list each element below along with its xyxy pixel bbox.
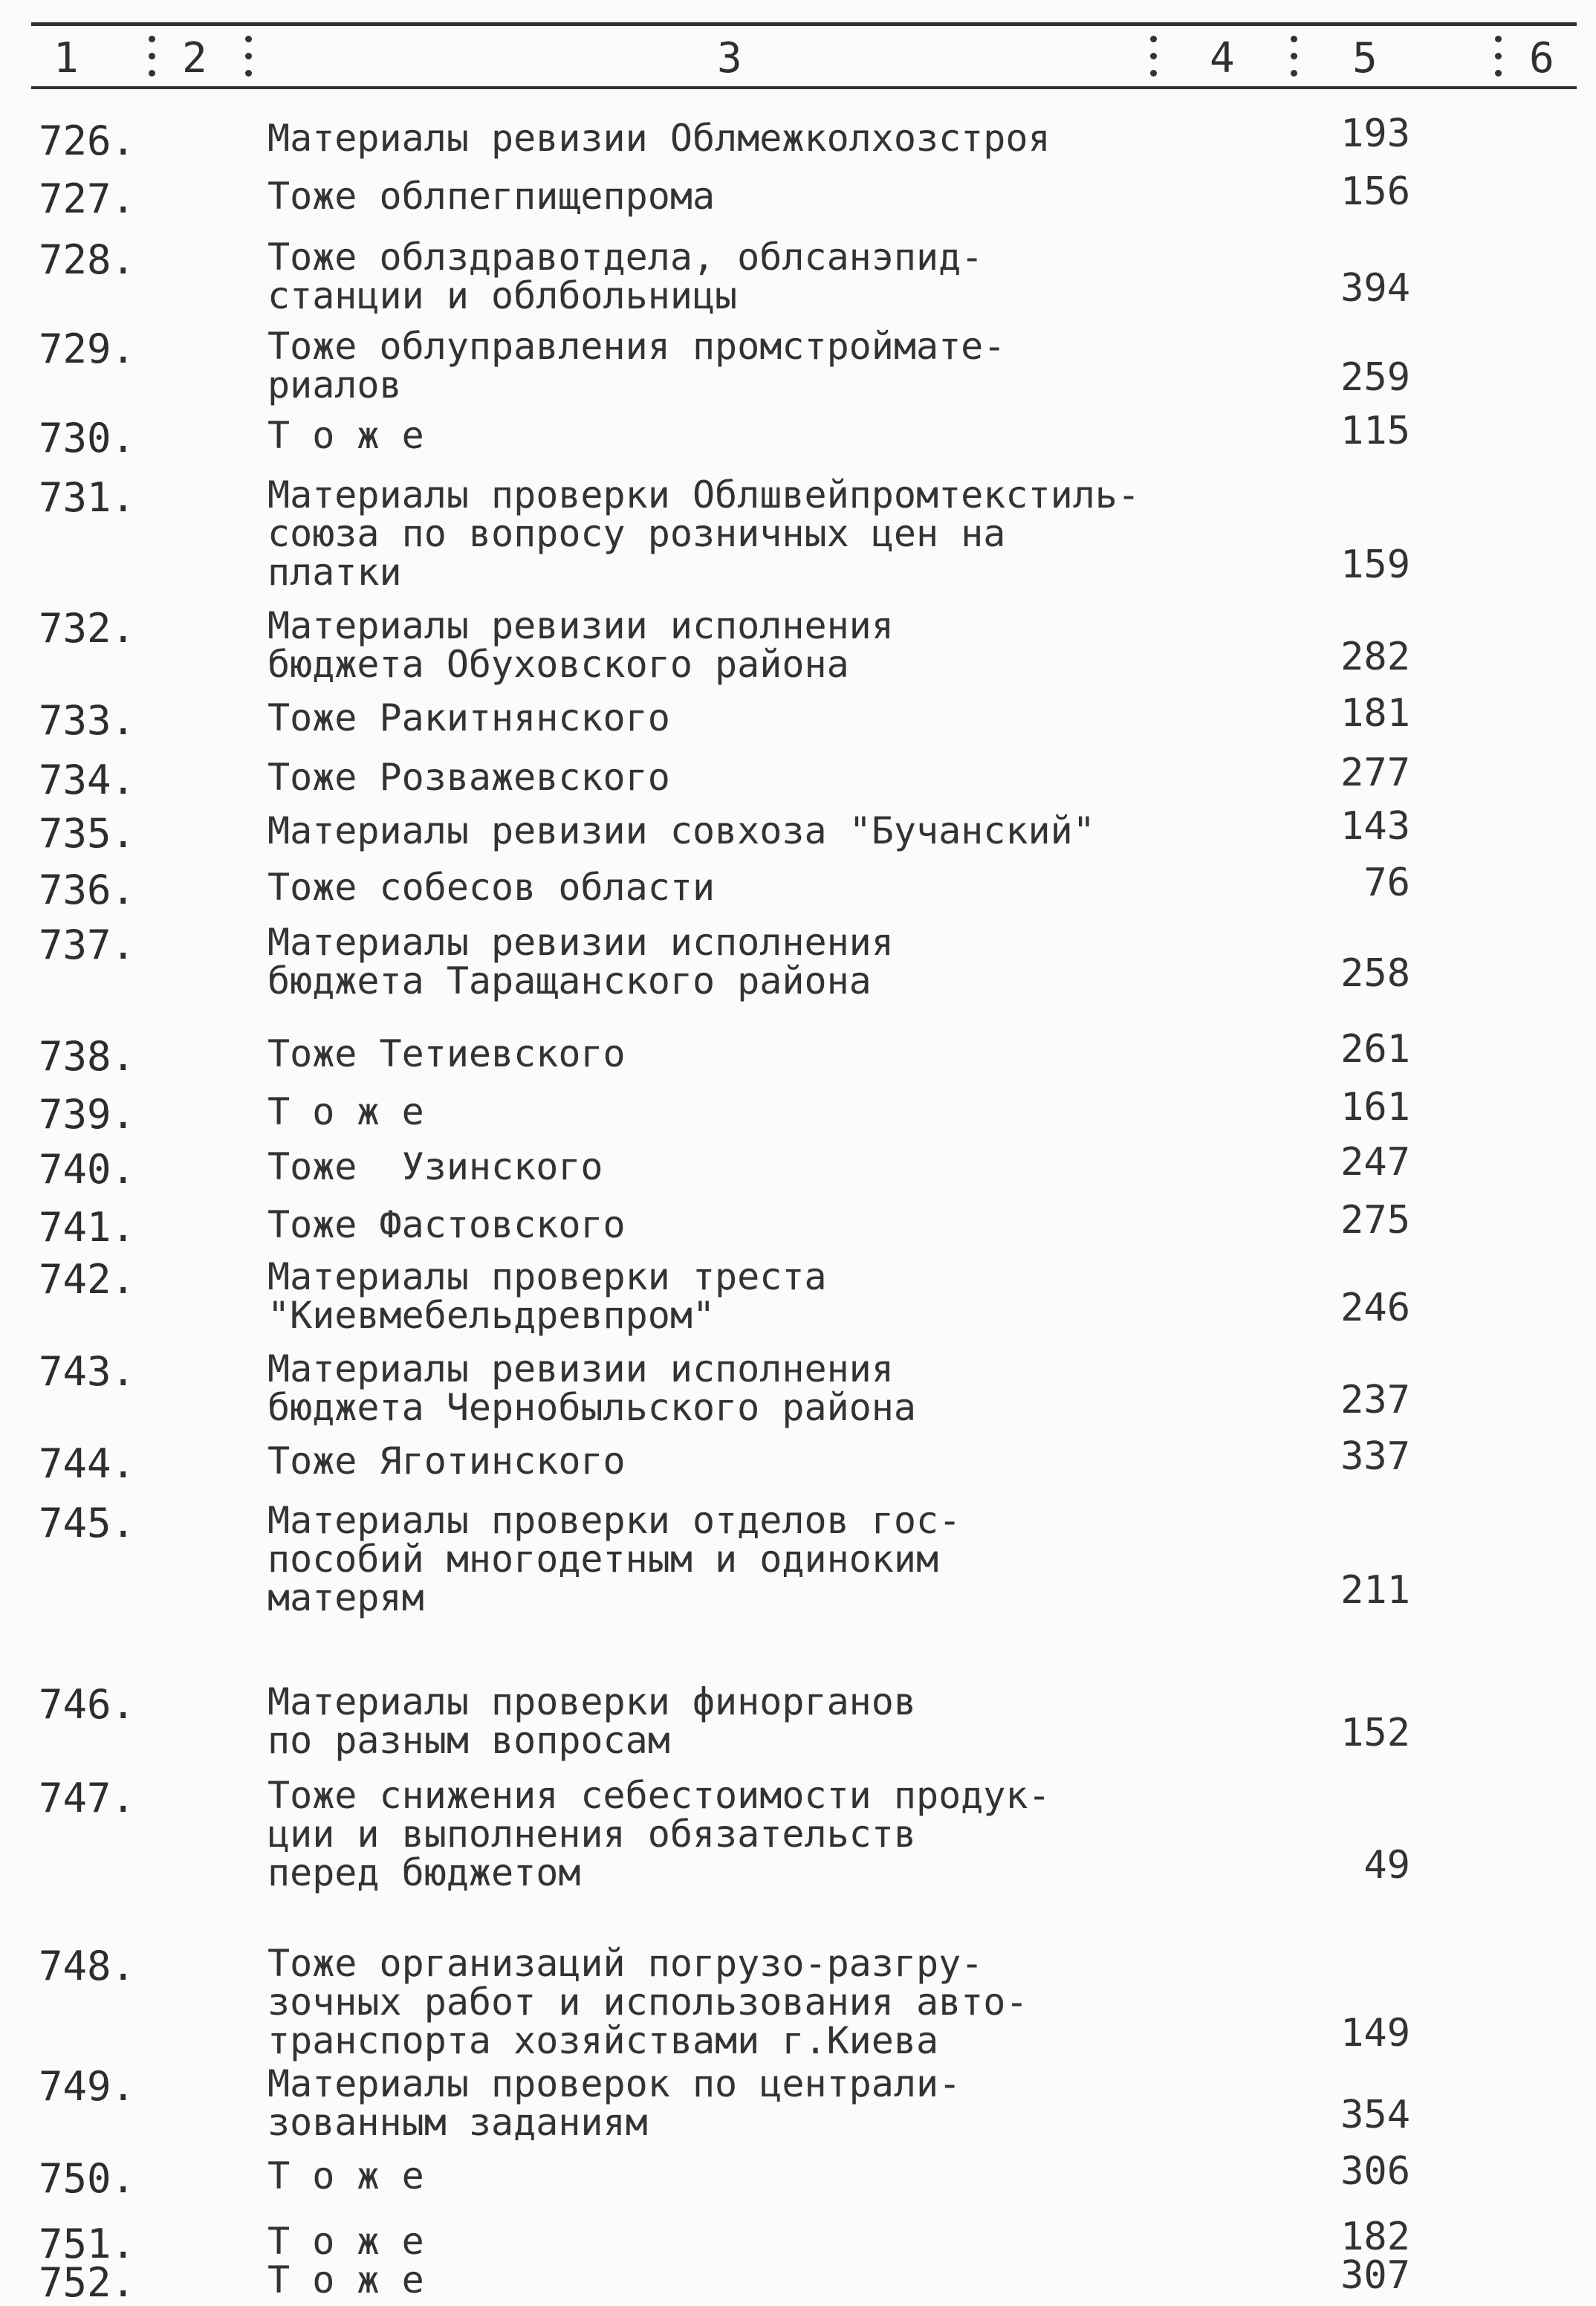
item-description [267,1147,1308,1186]
sheet-count: 261 [1340,1027,1410,1072]
description-line: бюджета Обуховского района [267,643,849,686]
description-line: Тоже Розважевского [267,756,670,799]
description-line: пособий многодетным и одиноким [267,1538,939,1581]
description-line: Тоже снижения себестоимости продук- [267,1774,1051,1817]
description-line: Тоже собесов области [267,866,716,909]
sheet-count: 149 [1340,2011,1410,2056]
item-number: 738. [39,1033,136,1080]
item-number: 749. [39,2063,136,2110]
item-description [267,1501,1308,1617]
item-description [267,2064,1308,2142]
description-line: Тоже облуправления промстройматe- [267,325,1006,368]
sheet-count: 161 [1340,1085,1410,1130]
sheet-count: 282 [1340,635,1410,679]
item-number: 743. [39,1348,136,1395]
description-line: Материалы ревизии исполнения [267,921,894,964]
item-description [267,238,1308,315]
item-number: 728. [39,236,136,283]
sheet-count: 49 [1363,1843,1410,1888]
description-line: бюджета Чернобыльского района [267,1386,916,1429]
description-line: Материалы ревизии исполнения [267,604,894,647]
sheet-count: 211 [1340,1568,1410,1613]
sheet-count: 115 [1340,409,1410,453]
item-description [267,2222,1308,2261]
column-separator [245,30,253,89]
sheet-count: 76 [1363,861,1410,905]
description-line: Материалы проверки треста [267,1255,827,1298]
description-line: платки [267,551,402,594]
description-line: Тоже Фастовского [267,1203,626,1246]
description-line: Т о ж е [267,2258,424,2302]
item-description [267,868,1308,907]
description-line: "Киевмебельдревпром" [267,1294,716,1337]
description-line: Тоже Ракитнянского [267,696,670,739]
item-number: 739. [39,1091,136,1138]
item-number: 747. [39,1775,136,1821]
item-number: 731. [39,474,136,521]
sheet-count: 152 [1340,1711,1410,1755]
description-line: Материалы проверки финорганов [267,1680,916,1723]
description-line: Т о ж е [267,2154,424,2197]
description-line: Тоже Яготинского [267,1439,626,1483]
item-number: 730. [39,415,136,461]
description-line: Тоже облпегпищепрома [267,175,716,218]
column-header-2: 2 [182,34,207,82]
description-line: Т о ж е [267,1090,424,1133]
sheet-count: 307 [1340,2253,1410,2298]
item-description [267,325,1308,407]
sheet-count: 156 [1340,169,1410,214]
header-top-rule [31,22,1577,26]
item-number: 740. [39,1146,136,1193]
column-header-4: 4 [1210,34,1235,82]
description-line: Т о ж е [267,414,424,457]
description-line: Материалы проверок по централи- [267,2062,961,2105]
description-line: зочных работ и использования авто- [267,1980,1028,2024]
description-line: зованным заданиям [267,2101,648,2144]
sheet-count: 237 [1340,1378,1410,1422]
sheet-count: 394 [1340,266,1410,311]
item-number: 726. [39,117,136,164]
sheet-count: 193 [1340,111,1410,156]
sheet-count: 182 [1340,2215,1410,2259]
item-number: 727. [39,175,136,222]
item-description [267,177,1308,216]
column-separator [1150,30,1158,89]
item-description [267,1776,1308,1892]
item-description [267,2258,1308,2302]
sheet-count: 143 [1340,804,1410,849]
description-line: Материалы ревизии Облмежколхозстроя [267,117,1051,160]
item-description [267,758,1308,797]
item-description [267,416,1308,455]
item-number: 737. [39,922,136,968]
header-bottom-rule [31,86,1577,89]
description-line: Материалы проверки Облшвейпромтекстиль- [267,473,1140,516]
item-description [267,1944,1308,2060]
sheet-count: 181 [1340,691,1410,736]
sheet-count: 247 [1340,1140,1410,1185]
description-line: Материалы ревизии совхоза "Бучанский" [267,809,1095,852]
item-description [267,119,1308,158]
sheet-count: 246 [1340,1286,1410,1330]
item-number: 733. [39,697,136,744]
description-line: матерям [267,1576,424,1619]
item-description [267,921,1308,1003]
item-description [267,2154,1308,2197]
description-line: Т о ж е [267,2220,424,2263]
description-line: Тоже Тетиевского [267,1032,626,1075]
description-line: Материалы ревизии исполнения [267,1347,894,1390]
description-line: Тоже Узинского [267,1145,603,1188]
description-line: Тоже облздравотдела, облсанэпид- [267,236,984,279]
description-line: риалов [267,363,402,407]
item-number: 736. [39,867,136,913]
column-separator [1495,30,1502,89]
item-number: 735. [39,810,136,857]
item-description [267,1682,1308,1760]
sheet-count: 337 [1340,1434,1410,1479]
item-number: 745. [39,1500,136,1546]
description-line: транспорта хозяйствами г.Киева [267,2019,939,2062]
item-description [267,1092,1308,1131]
sheet-count: 259 [1340,355,1410,400]
item-number: 744. [39,1440,136,1487]
column-header-1: 1 [53,34,79,82]
item-number: 732. [39,605,136,652]
description-line: бюджета Таращанского района [267,959,872,1003]
item-description [267,1205,1308,1244]
item-number: 746. [39,1681,136,1728]
item-number: 742. [39,1256,136,1303]
sheet-count: 277 [1340,751,1410,795]
description-line: Тоже организаций погрузо-разгру- [267,1942,984,1985]
description-line: перед бюджетом [267,1851,581,1894]
description-line: станции и облбольницы [267,274,738,317]
item-description [267,1347,1308,1429]
sheet-count: 258 [1340,951,1410,996]
description-line: Материалы проверки отделов гос- [267,1499,961,1542]
item-description [267,696,1308,739]
sheet-count: 306 [1340,2149,1410,2194]
item-number: 752. [39,2259,136,2306]
description-line: по разным вопросам [267,1719,670,1762]
item-number: 729. [39,326,136,372]
item-number: 751. [39,2221,136,2267]
sheet-count: 159 [1340,543,1410,587]
description-line: ции и выполнения обязательств [267,1813,916,1856]
column-header-6: 6 [1529,34,1554,82]
item-number: 734. [39,757,136,803]
item-description [267,809,1308,852]
item-description [267,1439,1308,1483]
item-number: 748. [39,1943,136,1989]
item-number: 750. [39,2155,136,2202]
sheet-count: 354 [1340,2093,1410,2137]
sheet-count: 275 [1340,1198,1410,1243]
column-header-5: 5 [1352,34,1378,82]
item-description [267,606,1308,684]
item-description [267,1257,1308,1335]
item-description [267,1034,1308,1073]
column-header-3: 3 [717,34,742,82]
description-line: союза по вопросу розничных цен на [267,512,1006,555]
item-description [267,473,1308,594]
column-separator [1291,30,1298,89]
item-number: 741. [39,1204,136,1251]
column-separator [149,30,156,89]
